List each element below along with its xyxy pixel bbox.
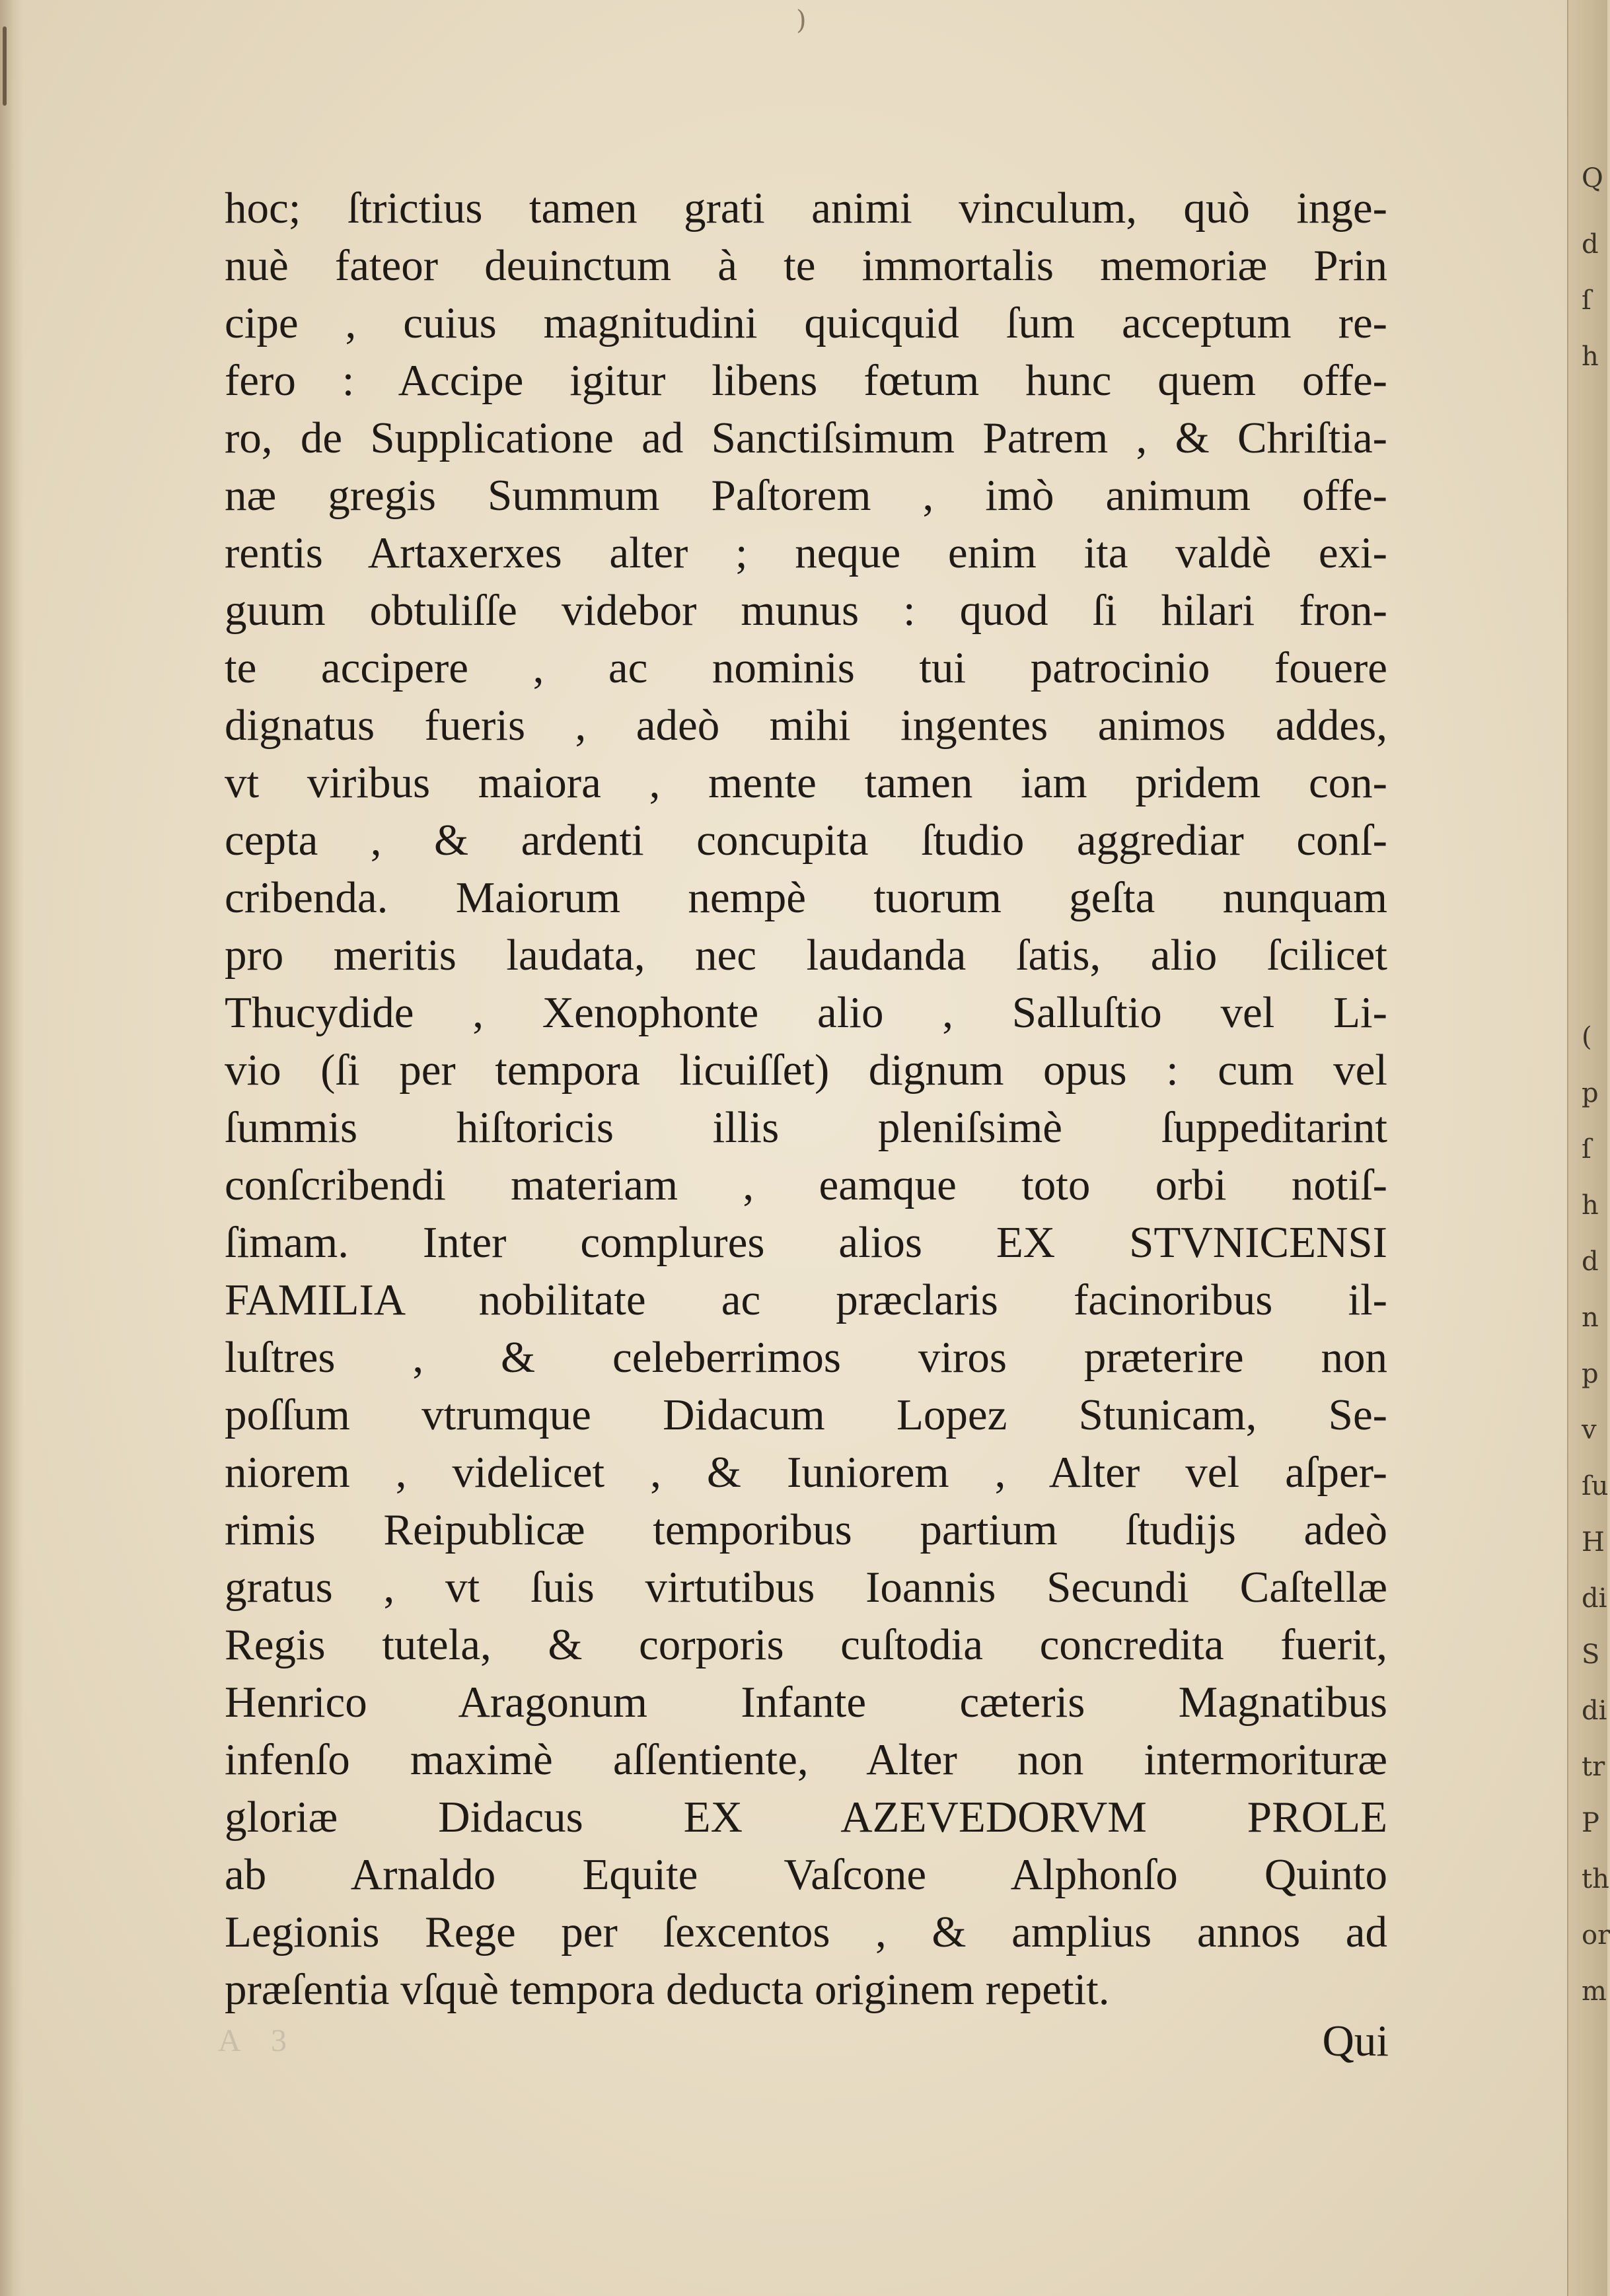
margin-fragment: tr bbox=[1582, 1752, 1605, 1782]
text-line: luſtres , & celeberrimos viros præterire non bbox=[225, 1333, 1387, 1382]
text-line: vio (ſi per tempora licuiſſet) dignum opus : cum vel bbox=[225, 1046, 1387, 1094]
text-line: ro, de Supplicatione ad Sanctiſsimum Patrem , & Chriſtia- bbox=[225, 413, 1387, 462]
text-line: te accipere , ac nominis tui patrocinio fouere bbox=[225, 643, 1387, 692]
text-line: cipe , cuius magnitudini quicquid ſum acceptum re- bbox=[225, 299, 1387, 347]
text-line: præſentia vſquè tempora deducta originem repetit. bbox=[225, 1965, 1110, 2014]
text-line: cepta , & ardenti concupita ſtudio aggrediar conſ- bbox=[225, 816, 1387, 865]
margin-fragment: ( bbox=[1582, 1022, 1592, 1052]
margin-fragment: Q bbox=[1582, 163, 1603, 194]
margin-fragment: v bbox=[1582, 1415, 1597, 1445]
margin-fragment: h bbox=[1582, 341, 1599, 372]
margin-fragment: h bbox=[1582, 1190, 1599, 1221]
bleed-mark: ) bbox=[796, 5, 807, 36]
text-line: guum obtuliſſe videbor munus : quod ſi hilari fron- bbox=[225, 586, 1387, 635]
text-line: cribenda. Maiorum nempè tuorum geſta nunquam bbox=[225, 873, 1387, 922]
binding-edge bbox=[0, 0, 24, 2296]
text-line: Henrico Aragonum Infante cæteris Magnatibus bbox=[225, 1678, 1387, 1727]
text-line: dignatus fueris , adeò mihi ingentes animos addes, bbox=[225, 701, 1387, 750]
text-line: ſimam. Inter complures alios EX STVNICENSI bbox=[225, 1218, 1387, 1267]
binding-mark bbox=[3, 26, 7, 106]
margin-fragment: th bbox=[1582, 1864, 1609, 1894]
text-line: ab Arnaldo Equite Vaſcone Alphonſo Quinto bbox=[225, 1850, 1387, 1899]
text-line: FAMILIA nobilitate ac præclaris facinoribus il- bbox=[225, 1275, 1387, 1324]
margin-fragment: di bbox=[1582, 1696, 1607, 1726]
text-line: vt viribus maiora , mente tamen iam pridem con- bbox=[225, 758, 1387, 807]
margin-fragment: d bbox=[1582, 1246, 1599, 1277]
text-line: poſſum vtrumque Didacum Lopez Stunicam, Se- bbox=[225, 1390, 1387, 1439]
text-line: rentis Artaxerxes alter ; neque enim ita valdè exi- bbox=[225, 528, 1387, 577]
margin-fragment: di bbox=[1582, 1583, 1607, 1614]
text-line: infenſo maximè aſſentiente, Alter non intermorituræ bbox=[225, 1735, 1387, 1784]
margin-fragment: m bbox=[1582, 1976, 1607, 2007]
margin-fragment: S bbox=[1582, 1639, 1600, 1670]
margin-fragment: d bbox=[1582, 229, 1599, 260]
text-line: næ gregis Summum Paſtorem , imò animum offe- bbox=[225, 471, 1387, 520]
text-line: Legionis Rege per ſexcentos , & amplius annos ad bbox=[225, 1908, 1387, 1956]
catchword: Qui bbox=[1322, 2017, 1389, 2065]
text-line: Regis tutela, & corporis cuſtodia concredita fuerit, bbox=[225, 1620, 1387, 1669]
margin-fragment: p bbox=[1582, 1359, 1599, 1389]
margin-fragment: H bbox=[1582, 1527, 1605, 1558]
text-line: ſummis hiſtoricis illis pleniſsimè ſuppeditarint bbox=[225, 1103, 1387, 1152]
body-text bbox=[225, 180, 1387, 2019]
show-through-signature: A 3 bbox=[218, 2023, 299, 2058]
text-line: gratus , vt ſuis virtutibus Ioannis Secundi Caſtellæ bbox=[225, 1563, 1387, 1612]
text-line: hoc; ſtrictius tamen grati animi vinculum, quò inge- bbox=[225, 184, 1387, 233]
text-line: pro meritis laudata, nec laudanda ſatis, alio ſcilicet bbox=[225, 931, 1387, 980]
text-line: fero : Accipe igitur libens fœtum hunc quem offe- bbox=[225, 356, 1387, 405]
text-line: rimis Reipublicæ temporibus partium ſtudijs adeò bbox=[225, 1505, 1387, 1554]
text-line: nuè fateor deuinctum à te immortalis memoriæ Prin bbox=[225, 241, 1387, 290]
margin-fragment: n bbox=[1582, 1303, 1599, 1333]
text-line: gloriæ Didacus EX AZEVEDORVM PROLE bbox=[225, 1793, 1387, 1842]
margin-fragment: ſu bbox=[1582, 1471, 1609, 1501]
margin-fragment: or bbox=[1582, 1920, 1610, 1951]
margin-fragment: p bbox=[1582, 1078, 1599, 1108]
text-line: niorem , videlicet , & Iuniorem , Alter vel aſper- bbox=[225, 1448, 1387, 1497]
text-line: Thucydide , Xenophonte alio , Salluſtio vel Li- bbox=[225, 988, 1387, 1037]
margin-fragment: ſ bbox=[1582, 285, 1592, 316]
margin-fragment: ſ bbox=[1582, 1134, 1592, 1165]
facing-page-strip bbox=[1567, 0, 1610, 2296]
margin-fragment: P bbox=[1582, 1808, 1599, 1838]
text-line: conſcribendi materiam , eamque toto orbi notiſ- bbox=[225, 1161, 1387, 1209]
